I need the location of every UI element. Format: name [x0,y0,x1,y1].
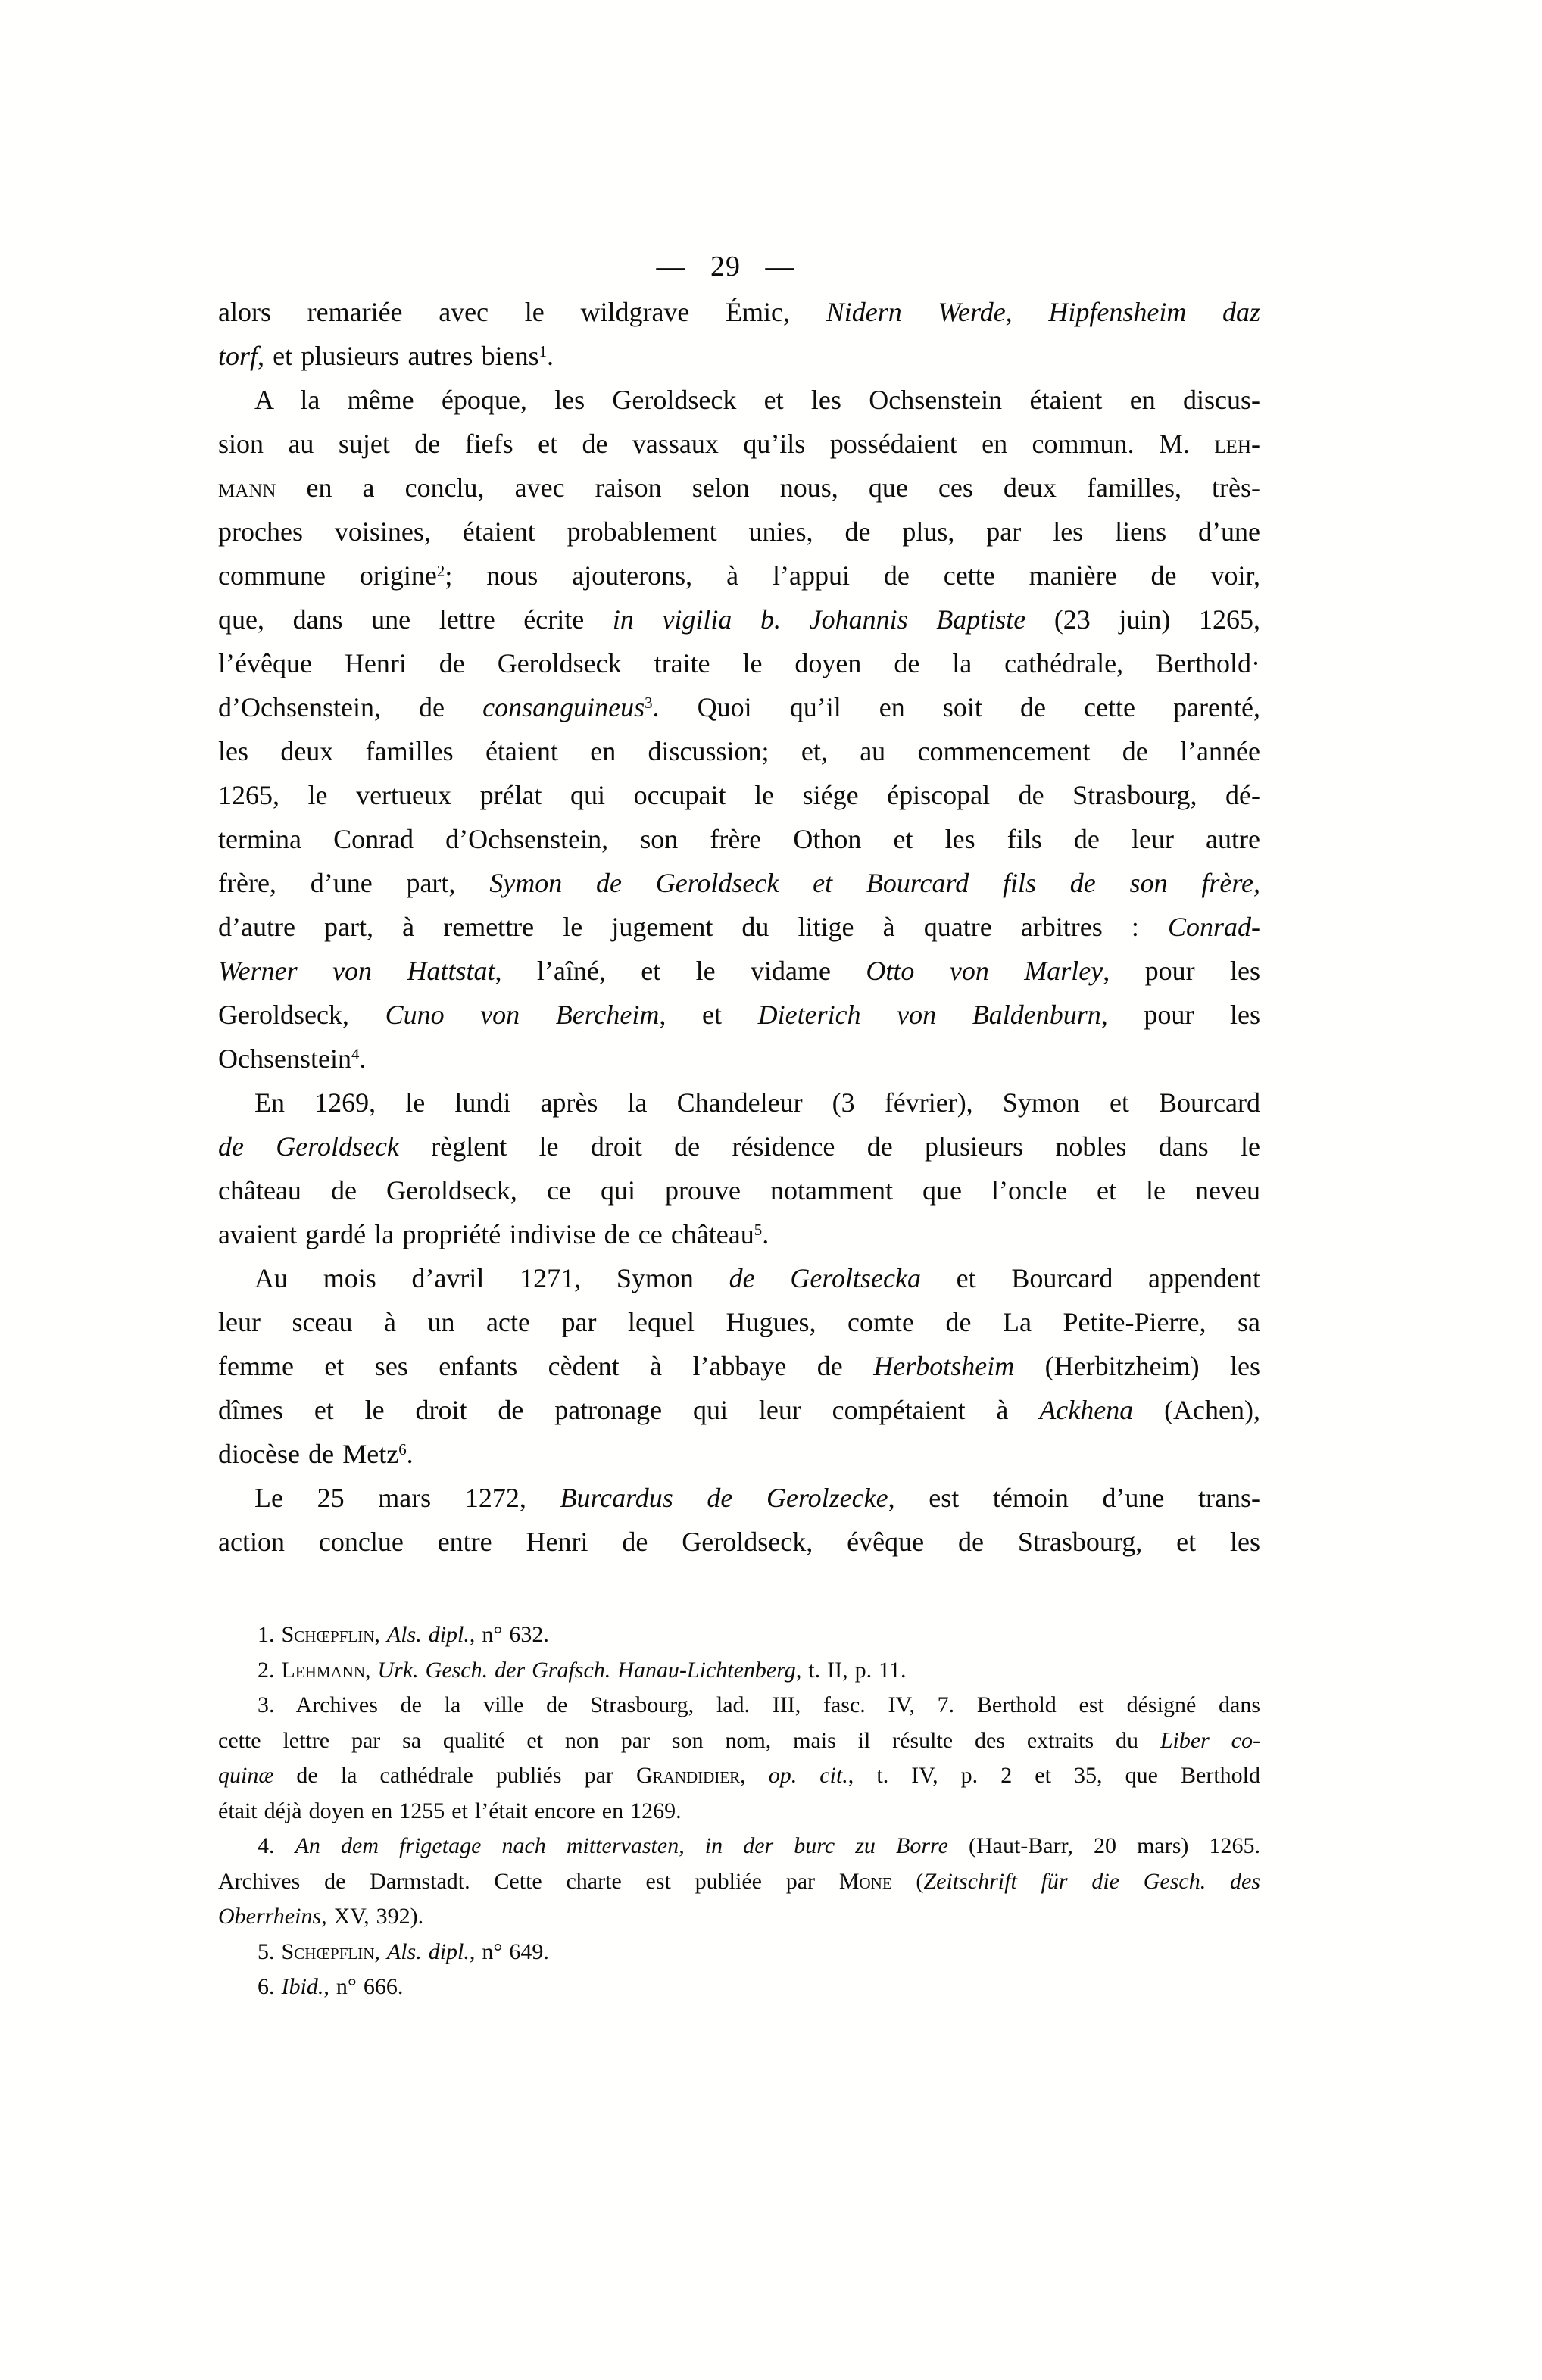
text-segment: , n° 632. [469,1622,549,1647]
body-text-line [218,1476,1260,1520]
text-segment: de Geroldseck [218,1131,399,1162]
text-segment: consanguineus [482,692,645,722]
body-text-line [218,554,1260,597]
text-segment: , et [659,1000,758,1030]
text-segment: , n° 666. [323,1974,404,1999]
text-segment: alors remariée avec le wildgrave Émic, [218,297,826,327]
text-segment: 1265, le vertueux prélat qui occupait le siége épiscopal de Strasbourg, dé- [218,780,1260,810]
text-segment: leur sceau à un acte par lequel Hugues, comte de La Petite-Pierre, sa [218,1307,1260,1337]
footnote-line [218,1935,1260,1970]
text-segment: Als. dipl. [386,1622,470,1647]
text-segment: 6. [258,1974,282,1999]
text-segment: Ochsenstein [218,1043,351,1074]
footnote-line [218,1617,1260,1653]
body-text-line [218,422,1260,466]
text-segment: , n° 649. [469,1939,549,1964]
text-segment: mann [218,473,276,503]
body-text-line [218,1432,1260,1476]
footnote-line [218,1864,1260,1900]
text-segment: Otto von Marley [866,956,1103,986]
footnote-line [218,1899,1260,1935]
text-segment: Le 25 mars 1272, [254,1483,560,1513]
text-segment: commune origine [218,560,437,591]
text-segment: femme et ses enfants cèdent à l’abbaye de [218,1351,874,1381]
text-segment: Mone [838,1868,892,1894]
text-segment: (Haut-Barr, 20 mars) 1265. [947,1833,1260,1858]
footnote-line [218,1723,1260,1759]
text-segment: Oberrheins [218,1904,322,1929]
text-segment: Burcardus de Gerolzecke [560,1483,888,1513]
text-segment: dîmes et le droit de patronage qui leur compétaient à [218,1395,1040,1425]
text-segment: . [406,1439,414,1469]
body-text-line [218,597,1260,641]
text-segment: Lehmann [281,1657,365,1683]
text-segment: . [359,1043,367,1074]
text-segment: (Achen), [1133,1395,1261,1425]
body-text-line [218,905,1260,949]
footnote-ref-superscript: 6 [398,1440,407,1459]
text-segment: l’évêque Henri de Geroldseck traite le doyen de la cathédrale, Berthold· [218,648,1260,678]
body-text-line [218,510,1260,554]
text-segment: , pour les [1103,956,1260,986]
body-text-line [218,817,1260,861]
text-segment: château de Geroldseck, ce qui prouve notamment que l’oncle et le neveu [218,1175,1260,1206]
text-segment: d’autre part, à remettre le jugement du litige à quatre arbitres : [218,912,1168,942]
body-text-line [218,1344,1260,1388]
text-segment: . [547,341,554,371]
text-segment: règlent le droit de résidence de plusieurs nobles dans le [398,1131,1260,1162]
footnote-line [218,1653,1260,1689]
text-segment: , l’aîné, et le vidame [495,956,866,986]
text-segment: était déjà doyen en 1255 et l’était encore en 1269. [218,1798,682,1823]
text-segment: Nidern Werde, Hipfensheim daz [826,297,1260,327]
text-segment: et Bourcard appendent [920,1263,1260,1293]
footnote-line [218,1688,1260,1723]
text-segment: . [762,1219,769,1249]
text-segment: Symon de Geroldseck et Bourcard fils de son frère, [489,868,1260,898]
text-segment: Ackhena [1039,1395,1134,1425]
footnote-line [218,1794,1260,1829]
body-text-line [218,1388,1260,1432]
text-segment: leh- [1214,429,1260,459]
text-segment: En 1269, le lundi après la Chandeleur (3 février), Symon et Bourcard [254,1087,1260,1118]
text-segment: action conclue entre Henri de Geroldseck, évêque de Strasbourg, et les [218,1527,1260,1557]
body-text-line [218,861,1260,905]
text-segment: ( [891,1868,924,1894]
text-segment: d’Ochsenstein, de [218,692,483,722]
body-text-line [218,334,1260,378]
body-text-line [218,993,1260,1037]
text-segment: Als. dipl. [386,1939,470,1964]
text-segment: de la cathédrale publiés par [273,1763,636,1788]
text-segment: Schœpflin [281,1622,375,1647]
body-text [218,290,1260,1564]
footnote-line [218,1758,1260,1794]
text-segment: sion au sujet de fiefs et de vassaux qu’ils possédaient en commun. M. [218,429,1215,459]
body-text-line [218,1168,1260,1212]
body-text-line [218,1256,1260,1300]
footnote-line [218,1970,1260,2005]
text-segment: Schœpflin [281,1939,375,1964]
text-segment: op. cit. [768,1763,848,1788]
text-segment: An dem frigetage nach mittervasten, in der burc zu Borre [295,1833,948,1858]
body-text-line [218,641,1260,685]
footnote-ref-superscript: 3 [645,694,653,713]
text-segment: les deux familles étaient en discussion; et, au commencement de l’année [218,736,1260,766]
body-text-line [218,290,1260,334]
text-segment: en a conclu, avec raison selon nous, que ces deux familles, très- [276,473,1260,503]
text-segment: 5. [258,1939,282,1964]
text-segment: Dieterich von Baldenburn [757,1000,1101,1030]
text-segment: Ibid. [281,1974,324,1999]
text-segment: Au mois d’avril 1271, Symon [254,1263,729,1293]
text-segment: Grandidier [636,1763,741,1788]
text-segment: cette lettre par sa qualité et non par son nom, mais il résulte des extraits du [218,1727,1160,1753]
body-text-line [218,1037,1260,1081]
text-segment: avaient gardé la propriété indivise de ce château [218,1219,754,1249]
text-segment: 4. [258,1833,295,1858]
text-segment: 3. Archives de la ville de Strasbourg, lad. III, fasc. IV, 7. Berthold est désigné dans [258,1692,1260,1717]
text-segment: . Quoi qu’il en soit de cette parenté, [652,692,1260,722]
body-text-line [218,773,1260,817]
body-text-line [218,685,1260,729]
text-segment: (23 juin) 1265, [1025,604,1261,635]
page-number: — 29 — [656,251,795,282]
text-segment: A la même époque, les Geroldseck et les Ochsenstein étaient en discus- [254,385,1260,415]
body-text-line [218,1212,1260,1256]
text-segment: , pour les [1100,1000,1260,1030]
text-segment: ; nous ajouterons, à l’appui de cette manière de voir, [445,560,1261,591]
text-segment: in vigilia b. Johannis Baptiste [612,604,1026,635]
body-text-line [218,1081,1260,1124]
text-segment: quinæ [218,1763,274,1788]
footnote-line [218,1829,1260,1864]
text-segment: termina Conrad d’Ochsenstein, son frère Othon et les fils de leur autre [218,824,1260,854]
body-text-line [218,729,1260,773]
footnotes [218,1617,1260,2005]
text-segment: , et plusieurs autres biens [258,341,539,371]
text-segment: que, dans une lettre écrite [218,604,613,635]
text-segment: Liber co- [1160,1727,1260,1753]
text-segment: Geroldseck, [218,1000,386,1030]
text-segment: Zeitschrift für die Gesch. des [923,1868,1261,1894]
text-segment: Conrad- [1167,912,1260,942]
text-segment: Cuno von Bercheim [385,1000,660,1030]
text-segment: Archives de Darmstadt. Cette charte est publiée par [218,1868,839,1894]
body-text-line [218,466,1260,510]
text-segment: , t. II, p. 11. [795,1657,907,1683]
footnote-ref-superscript: 1 [538,342,548,361]
text-segment: torf [218,341,258,371]
text-segment: , est témoin d’une trans- [888,1483,1260,1513]
text-segment: , t. IV, p. 2 et 35, que Berthold [847,1763,1260,1788]
text-segment: frère, d’une part, [218,868,490,898]
text-segment: Herbotsheim [873,1351,1015,1381]
text-segment: proches voisines, étaient probablement unies, de plus, par les liens d’une [218,516,1260,547]
body-text-line [218,378,1260,422]
text-segment: , [740,1763,769,1788]
body-text-line [218,949,1260,993]
body-text-line [218,1300,1260,1344]
text-segment: 1. [258,1622,282,1647]
footnote-ref-superscript: 5 [754,1221,763,1240]
text-segment: , [374,1939,387,1964]
footnote-ref-superscript: 2 [436,562,445,581]
text-segment: , [374,1622,387,1647]
body-text-line [218,1520,1260,1564]
text-segment: Urk. Gesch. der Grafsch. Hanau-Lichtenberg [377,1657,796,1683]
text-segment: 2. [258,1657,282,1683]
text-segment: de Geroltsecka [729,1263,921,1293]
footnote-ref-superscript: 4 [351,1045,360,1064]
text-segment: diocèse de Metz [218,1439,399,1469]
body-text-line [218,1124,1260,1168]
text-segment: Werner von Hattstat [218,956,495,986]
text-segment: , [365,1657,378,1683]
text-segment: (Herbitzheim) les [1014,1351,1260,1381]
text-segment: , XV, 392). [321,1904,424,1929]
